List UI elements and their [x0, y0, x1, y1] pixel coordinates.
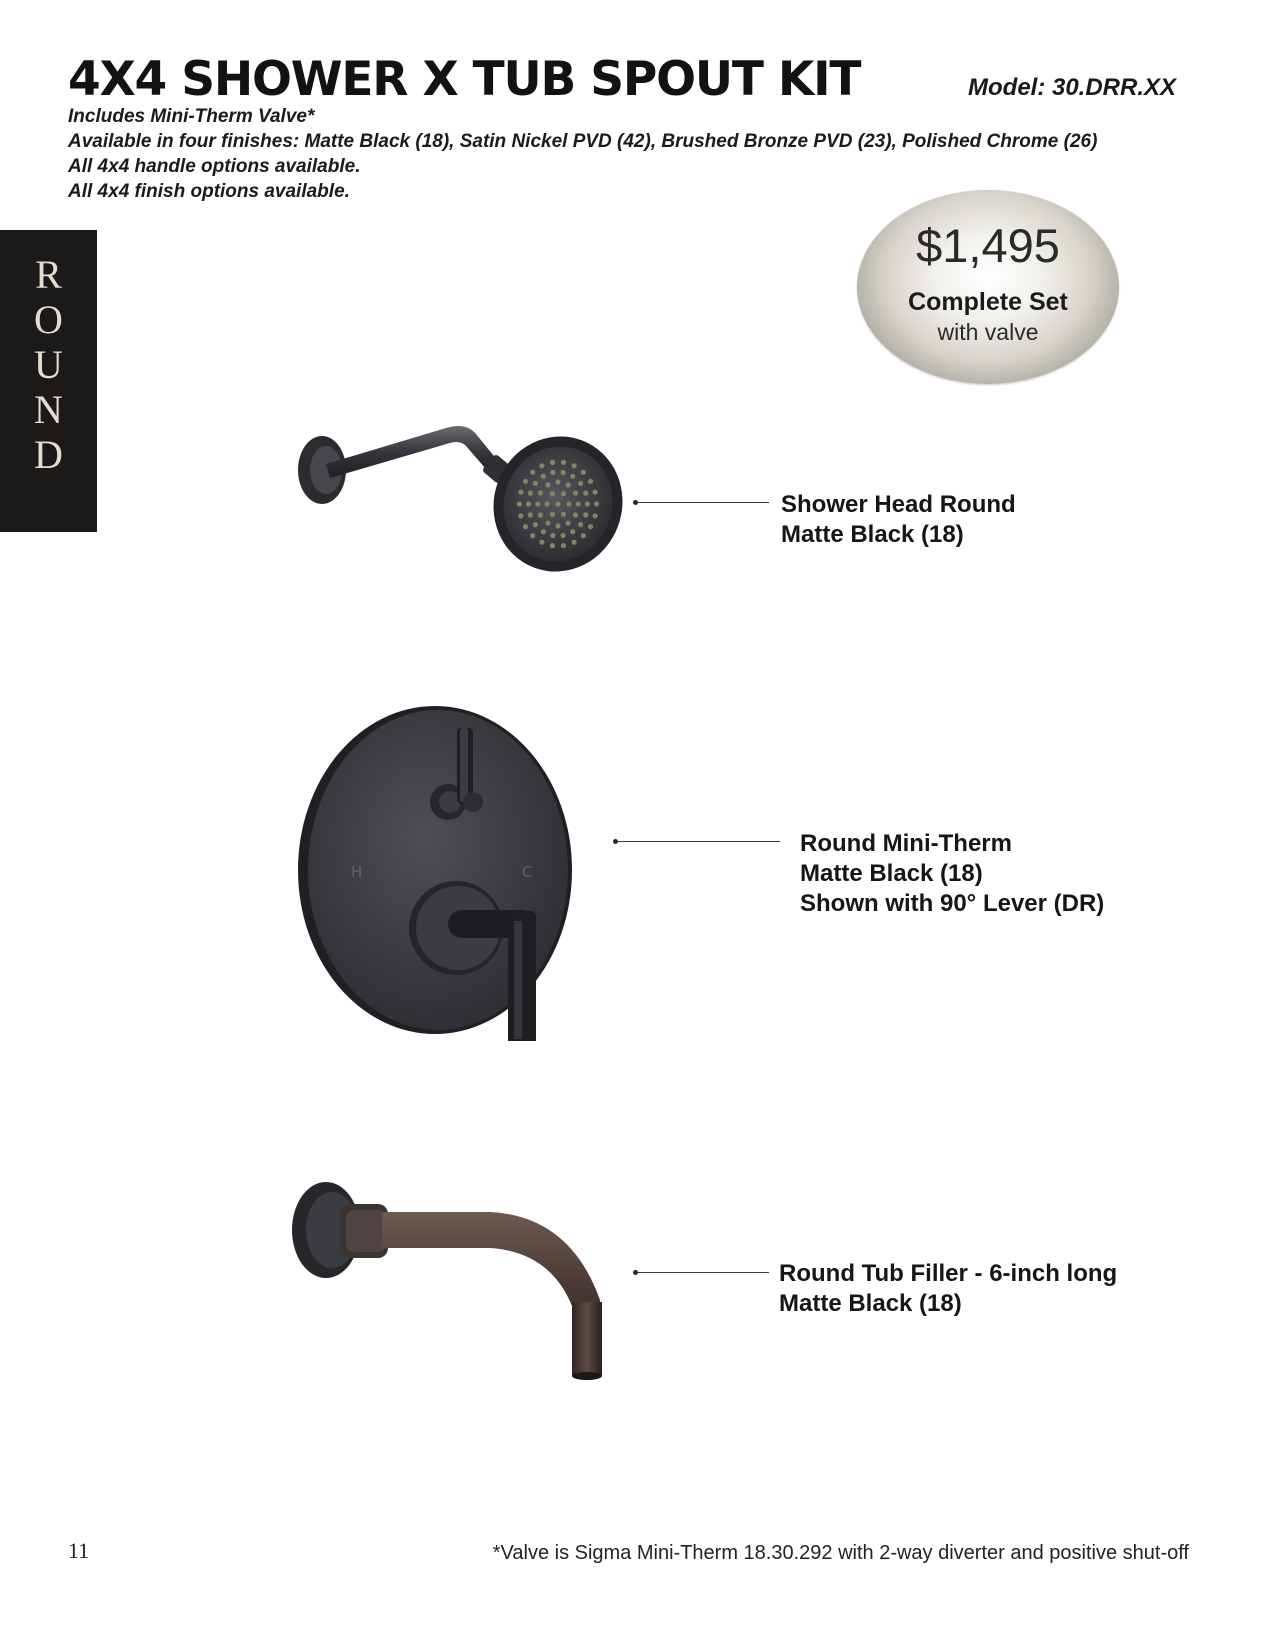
nozzle-dot: [550, 512, 555, 517]
model-number: Model: 30.DRR.XX: [968, 74, 1177, 101]
nozzle-dot: [561, 543, 566, 548]
nozzle-dot: [550, 470, 555, 475]
nozzle-dot: [523, 479, 528, 484]
nozzle-dot: [541, 474, 546, 479]
nozzle-dot: [541, 529, 546, 534]
caption-line: Matte Black (18): [779, 1290, 962, 1317]
nozzle-dot: [533, 522, 538, 527]
nozzle-dot: [555, 479, 560, 484]
svg-text:C: C: [522, 863, 533, 881]
nozzle-dot: [545, 521, 550, 526]
caption-line: Matte Black (18): [781, 521, 964, 548]
nozzle-dot: [570, 529, 575, 534]
product-notes: [68, 104, 1097, 204]
nozzle-dot: [583, 491, 588, 496]
nozzle-dot: [570, 474, 575, 479]
nozzle-dot: [585, 501, 590, 506]
round-section-tab: [0, 230, 97, 532]
nozzle-dot: [581, 533, 586, 538]
nozzle-dot: [523, 524, 528, 529]
page-title: 4X4 SHOWER X TUB SPOUT KIT: [68, 52, 861, 107]
nozzle-dot: [550, 460, 555, 465]
nozzle-dot: [528, 491, 533, 496]
shower-head-leader-line: [635, 502, 769, 503]
nozzle-dot: [581, 470, 586, 475]
nozzle-dot: [518, 513, 523, 518]
price-sublabel: with valve: [937, 319, 1039, 345]
price-label: Complete Set: [908, 288, 1068, 316]
nozzle-dot: [538, 512, 543, 517]
svg-text:H: H: [351, 863, 363, 881]
nozzle-dot: [561, 460, 566, 465]
valve-caption: [800, 829, 1104, 919]
nozzle-dot: [561, 512, 566, 517]
nozzle-dot: [594, 501, 599, 506]
tab-letter: R: [35, 252, 62, 297]
nozzle-dot: [538, 490, 543, 495]
nozzle-dot: [566, 521, 571, 526]
nozzle-dot: [572, 540, 577, 545]
shower-head-caption: [781, 490, 1016, 550]
nozzle-dot: [533, 481, 538, 486]
nozzle-dot: [583, 512, 588, 517]
valve-leader-line: [615, 841, 780, 842]
page-number: 11: [68, 1538, 90, 1563]
tub-spout-icon: [290, 1180, 620, 1380]
nozzle-dot: [593, 513, 598, 518]
nozzle-dot: [530, 470, 535, 475]
valve-trim-icon: [298, 706, 578, 1046]
note-line: All 4x4 handle options available.: [68, 156, 361, 177]
nozzle-dot: [578, 522, 583, 527]
price-amount: $1,495: [916, 219, 1060, 272]
nozzle-dot: [566, 501, 571, 506]
nozzle-dot: [528, 512, 533, 517]
nozzle-dot: [588, 479, 593, 484]
caption-line: Shown with 90° Lever (DR): [800, 890, 1105, 917]
nozzle-dot: [517, 501, 522, 506]
tab-letter: N: [34, 387, 63, 432]
nozzle-dot: [544, 501, 549, 506]
shower-head-icon: [296, 408, 626, 578]
nozzle-dot: [550, 491, 555, 496]
nozzle-dot: [578, 481, 583, 486]
nozzle-dot: [588, 524, 593, 529]
nozzle-dot: [550, 543, 555, 548]
nozzle-dot: [572, 463, 577, 468]
mini-therm-valve-image: [298, 706, 578, 1046]
nozzle-dot: [539, 463, 544, 468]
tub-filler-caption: [779, 1259, 1117, 1319]
tab-letter: U: [34, 342, 63, 387]
section-tab-label: [0, 252, 97, 477]
tub-filler-leader-line: [635, 1272, 769, 1273]
nozzle-dot: [593, 490, 598, 495]
nozzle-dot: [555, 523, 560, 528]
nozzle-dot: [566, 482, 571, 487]
nozzle-dot: [518, 490, 523, 495]
caption-line: Shower Head Round: [781, 491, 1016, 518]
price-badge: [857, 190, 1119, 384]
nozzle-dot: [526, 501, 531, 506]
note-line: Includes Mini-Therm Valve*: [68, 106, 315, 127]
nozzle-dot: [545, 482, 550, 487]
caption-line: Round Mini-Therm: [800, 830, 1012, 857]
nozzle-dot: [561, 533, 566, 538]
note-line: All 4x4 finish options available.: [68, 181, 350, 202]
nozzle-dot: [539, 540, 544, 545]
caption-line: Matte Black (18): [800, 860, 983, 887]
nozzle-dot: [573, 490, 578, 495]
tab-letter: D: [34, 432, 63, 477]
tab-letter: O: [34, 297, 63, 342]
nozzle-dot: [530, 533, 535, 538]
nozzle-dot: [550, 533, 555, 538]
nozzle-dot: [573, 512, 578, 517]
valve-footnote: *Valve is Sigma Mini-Therm 18.30.292 with 2-way diverter and positive shut-off: [492, 1542, 1189, 1564]
note-line: Available in four finishes: Matte Black (18), Satin Nickel PVD (42), Brushed Bronze PVD (23), Polished Chrome (26): [68, 131, 1098, 152]
nozzle-dot: [561, 470, 566, 475]
nozzle-dot: [561, 491, 566, 496]
shower-head-image: [296, 408, 626, 578]
caption-line: Round Tub Filler - 6-inch long: [779, 1260, 1118, 1287]
nozzle-dot: [555, 501, 560, 506]
tub-filler-image: [290, 1180, 620, 1380]
nozzle-dot: [535, 501, 540, 506]
nozzle-dot: [576, 501, 581, 506]
